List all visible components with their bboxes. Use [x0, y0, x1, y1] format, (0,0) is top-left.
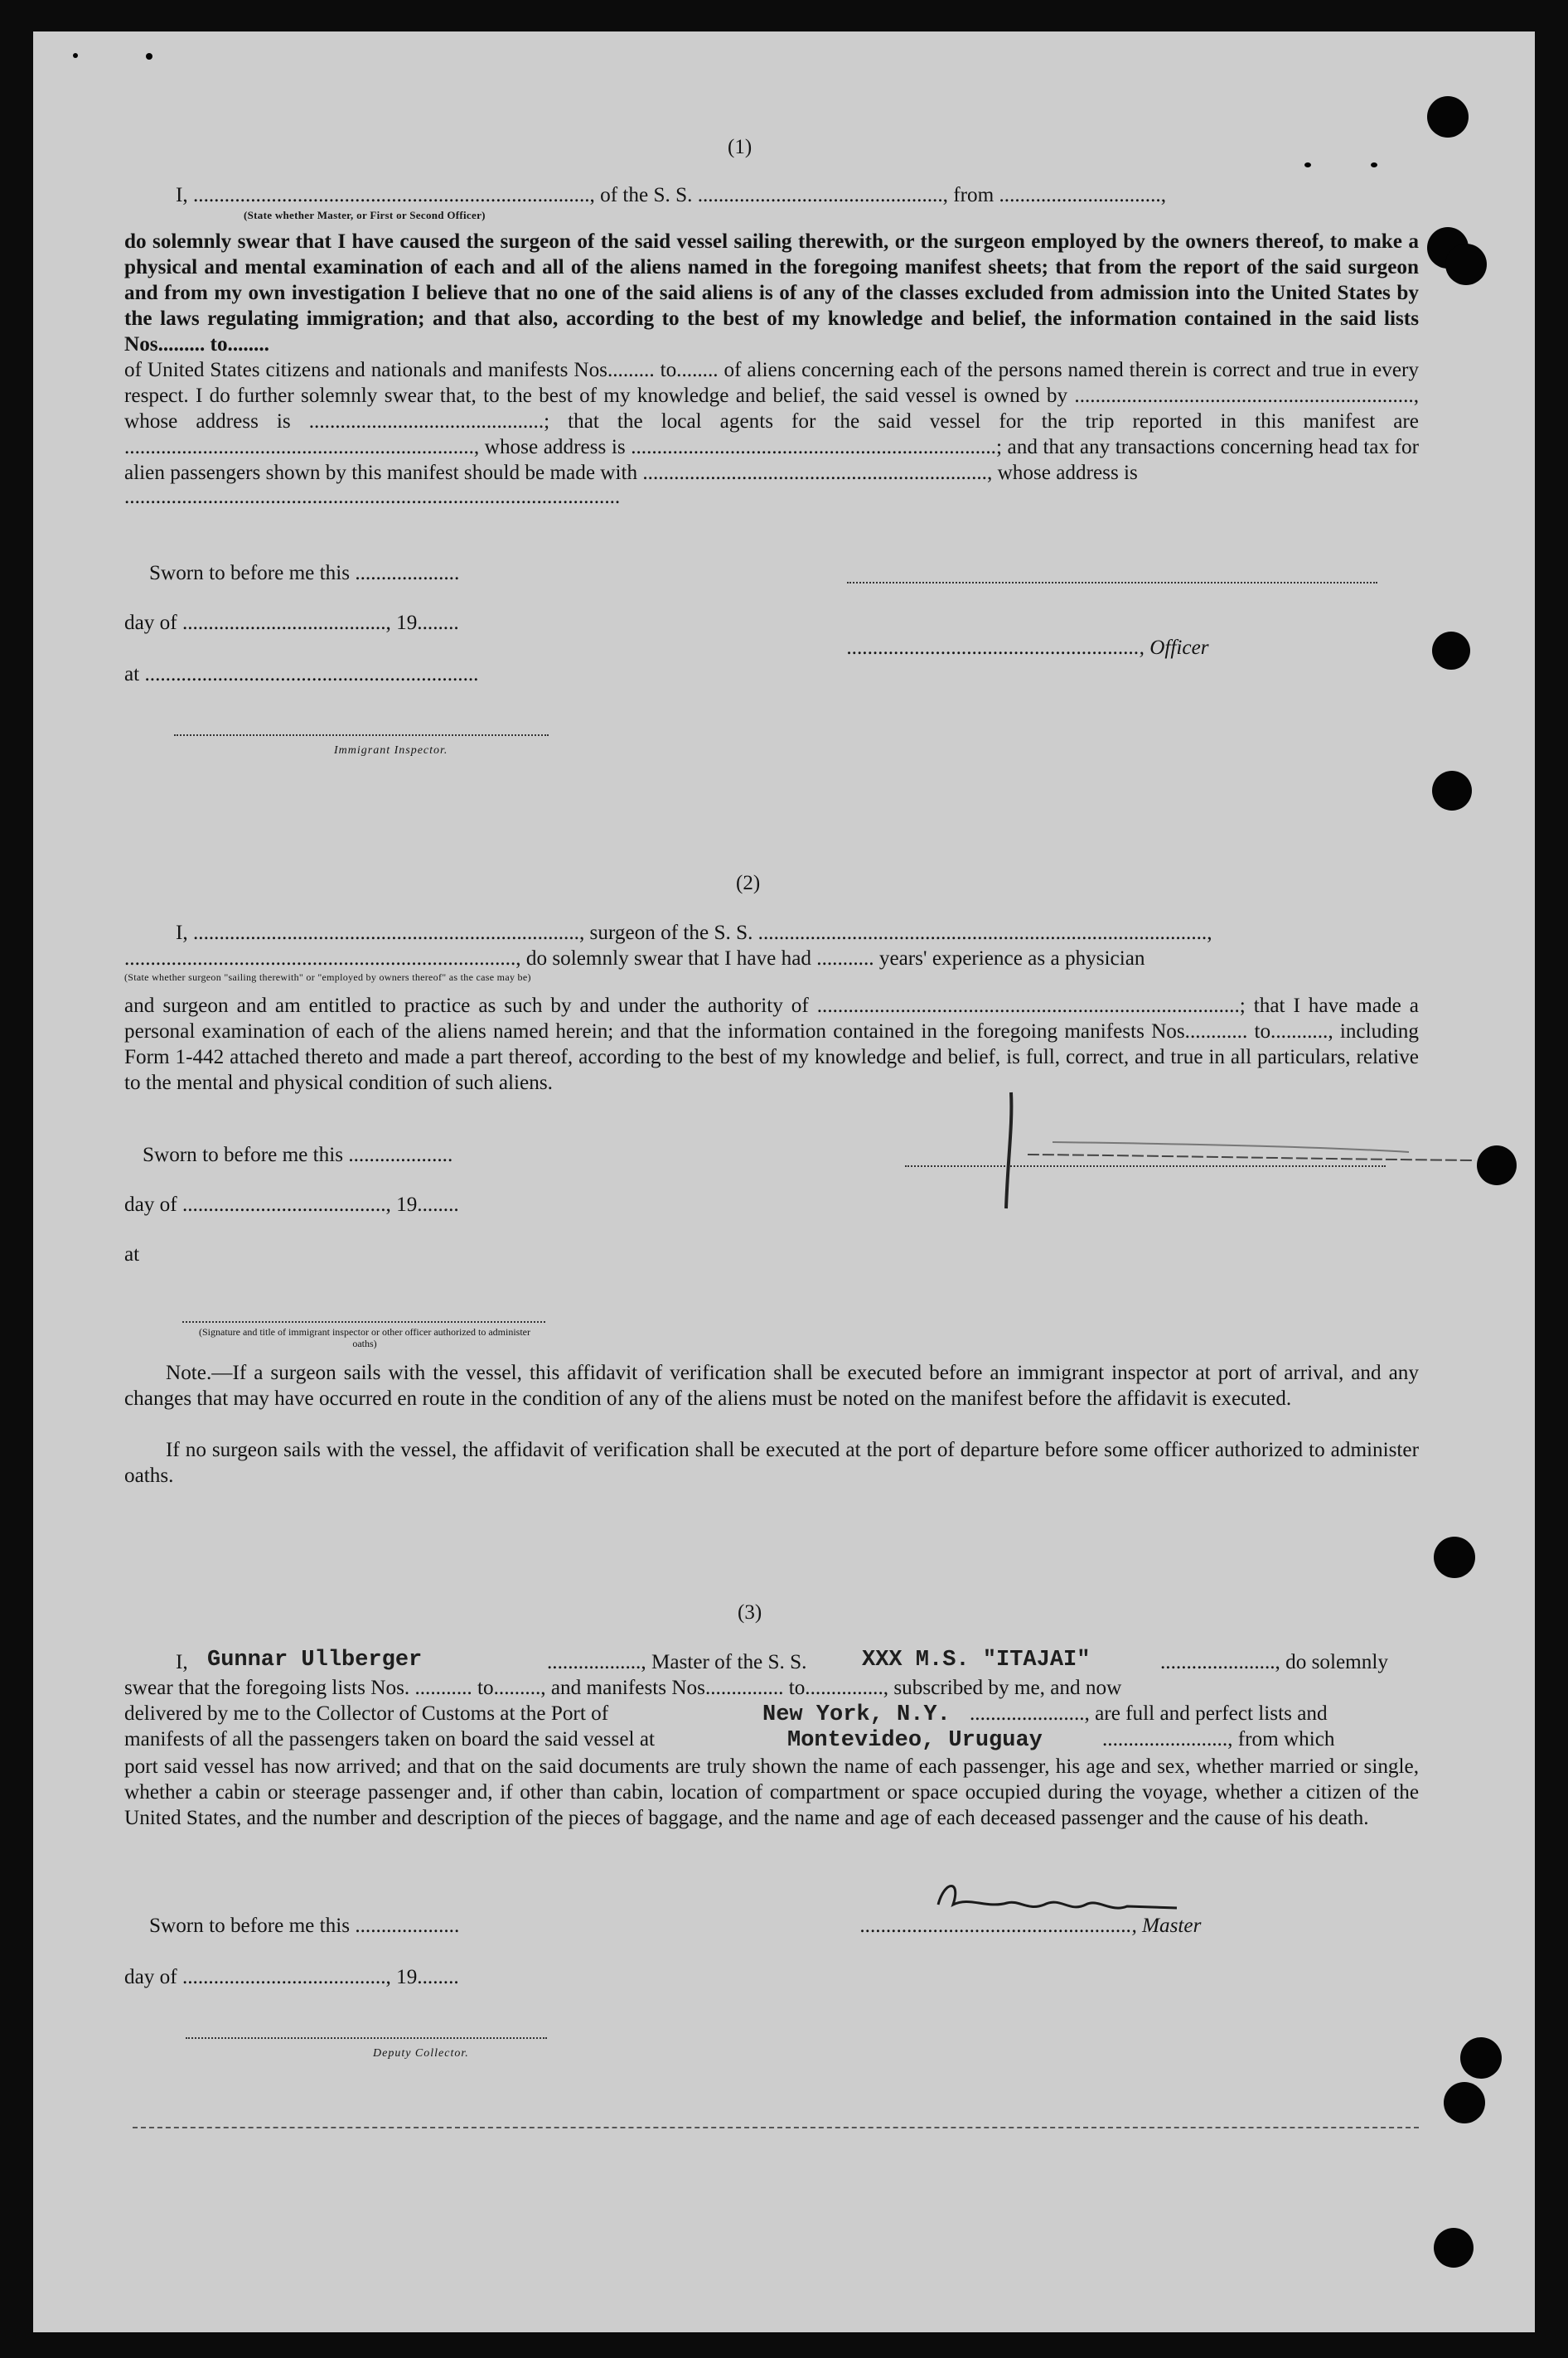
- manifest-affidavit-page: [33, 31, 1535, 2332]
- section-2-day: day of ......................................., 19........: [124, 1194, 459, 1216]
- section-2-surgeon-caption: (State whether surgeon "sailing therewith" or "employed by owners thereof" as the case may be): [124, 971, 531, 983]
- section-3-paragraph: port said vessel has now arrived; and that on the said documents are truly shown the name of each passenger, his age and sex, whether married or single, whether a cabin or steerage passenger and, if other than cabin, location of compartment or space occupied during the voyage, whether a citizen of the United States, and the number and description of the pieces of baggage, and the name and age of each deceased passenger and the cause of his death.: [124, 1755, 1419, 1829]
- section-1-number: (1): [728, 136, 753, 158]
- section-1-trailing-line: ...............................................................................................: [124, 486, 621, 508]
- section-2-note-2: If no surgeon sails with the vessel, the affidavit of verification shall be executed at the port of departure before some officer authorized to administer oaths.: [124, 1439, 1419, 1487]
- section-2-paragraph: and surgeon and am entitled to practice as such by and under the authority of .................................................................................; that I have made a personal examination of each of the aliens named herein; and that the information contained in the foregoing manifests Nos............ to..........., including Form 1-442 attached thereto and made a part thereof, according to the best of my knowledge and belief, is full, correct, and true in all particulars, relative to the mental and physical condition of such aliens.: [124, 995, 1419, 1094]
- section-2-signature-caption: (Signature and title of immigrant inspector or other officer authorized to administer oaths): [199, 1326, 530, 1349]
- pen-scribble-section-2: [978, 1084, 1508, 1250]
- section-1-inspector-caption: Immigrant Inspector.: [334, 744, 448, 757]
- section-2-at: at: [124, 1243, 140, 1266]
- punch-hole: [1477, 1145, 1517, 1185]
- section-2-number: (2): [736, 872, 761, 894]
- punch-hole: [1434, 1537, 1475, 1578]
- section-3-i-label: I,: [176, 1651, 188, 1673]
- speck-mark: [1304, 162, 1311, 167]
- section-3-collector-caption: Deputy Collector.: [373, 2047, 469, 2060]
- page-bottom-rule: [133, 2127, 1419, 2128]
- master-signature: [928, 1871, 1193, 1929]
- section-1-inspector-line: [174, 734, 549, 736]
- section-2-inspector-line: [182, 1321, 545, 1323]
- section-3-departure-trailer: ........................, from which: [1102, 1728, 1335, 1750]
- section-1-officer-caption: (State whether Master, or First or Second Officer): [244, 209, 486, 221]
- section-3-port-trailer: ......................, are full and perfect lists and: [970, 1702, 1328, 1725]
- speck-mark: [1371, 162, 1377, 167]
- section-3-master-name: Gunnar Ullberger: [207, 1648, 423, 1673]
- section-1-sworn: Sworn to before me this ....................: [149, 562, 460, 584]
- section-3-master-label: ...................................................., Master: [860, 1915, 1202, 1937]
- punch-hole: [1445, 244, 1487, 285]
- section-2-sworn: Sworn to before me this ....................: [143, 1144, 453, 1166]
- section-3-master-of: .................., Master of the S. S.: [547, 1651, 807, 1673]
- section-1-oath-line: I, ............................................................................, of the S. S. ..............................................., from ...............................,: [176, 184, 1166, 206]
- punch-hole: [1434, 2228, 1474, 2268]
- section-3-solemnly: ......................, do solemnly: [1160, 1651, 1388, 1673]
- section-1-day: day of ......................................., 19........: [124, 612, 459, 634]
- section-1-officer-label: ........................................................, Officer: [847, 637, 1209, 659]
- section-2-experience-line: ..........................................................................., do solemnly swear that I have had ........... years' experience as a physician: [124, 947, 1145, 970]
- section-3-collector-line: [186, 2037, 547, 2039]
- section-3-lists-line: swear that the foregoing lists Nos. ........... to........., and manifests Nos............... to..............., subscribed by me, and now: [124, 1677, 1122, 1699]
- section-3-sworn: Sworn to before me this ....................: [149, 1915, 460, 1937]
- speck-mark: [146, 53, 152, 60]
- section-3-port-label: delivered by me to the Collector of Customs at the Port of: [124, 1702, 609, 1725]
- punch-hole: [1460, 2037, 1502, 2079]
- section-1-at: at ................................................................: [124, 663, 479, 685]
- punch-hole: [1432, 632, 1470, 670]
- speck-mark: [73, 53, 78, 58]
- section-1-paragraph: [124, 229, 1419, 509]
- section-3-day: day of ......................................., 19........: [124, 1966, 459, 1988]
- section-1-paragraph-rest: of United States citizens and nationals and manifests Nos......... to........ of aliens concerning each of the persons named therein is correct and true in every respect. I do further solemnly swear that, to the best of my knowledge and belief, the said vessel is owned by ................................................................., whose address is .............................................; that the local agents for the said vessel for the trip reported in this manifest are ..................................................................., whose address is ......................................................................; and that any transactions concerning head tax for alien passengers shown by this manifest should be made with .................................................................., whose address is: [124, 359, 1419, 484]
- section-3-vessel: XXX M.S. "ITAJAI": [862, 1648, 1091, 1673]
- section-2-oath-line: I, .........................................................................., surgeon of the S. S. ......................................................................................,: [176, 922, 1212, 944]
- punch-hole: [1444, 2082, 1485, 2123]
- section-3-number: (3): [738, 1601, 762, 1624]
- punch-hole: [1427, 96, 1469, 138]
- section-1-signature-line: [847, 582, 1377, 583]
- section-3-departure-label: manifests of all the passengers taken on board the said vessel at: [124, 1728, 655, 1750]
- section-3-arrival-port: New York, N.Y.: [762, 1702, 951, 1727]
- section-2-note: Note.—If a surgeon sails with the vessel, this affidavit of verification shall be executed before an immigrant inspector at port of arrival, and any changes that may have occurred en route in the condition of any of the aliens must be noted on the manifest before the affidavit is executed.: [124, 1362, 1419, 1410]
- section-1-paragraph-bold: do solemnly swear that I have caused the surgeon of the said vessel sailing therewith, or the surgeon employed by the owners thereof, to make a physical and mental examination of each and all of the aliens named in the foregoing manifest sheets; that from the report of the said surgeon and from my own investigation I believe that no one of the said aliens is of any of the classes excluded from admission into the United States by the laws regulating immigration; and that also, according to the best of my knowledge and belief, the information contained in the said lists Nos......... to........: [124, 230, 1419, 356]
- section-3-departure-port: Montevideo, Uruguay: [787, 1728, 1043, 1753]
- punch-hole: [1432, 771, 1472, 811]
